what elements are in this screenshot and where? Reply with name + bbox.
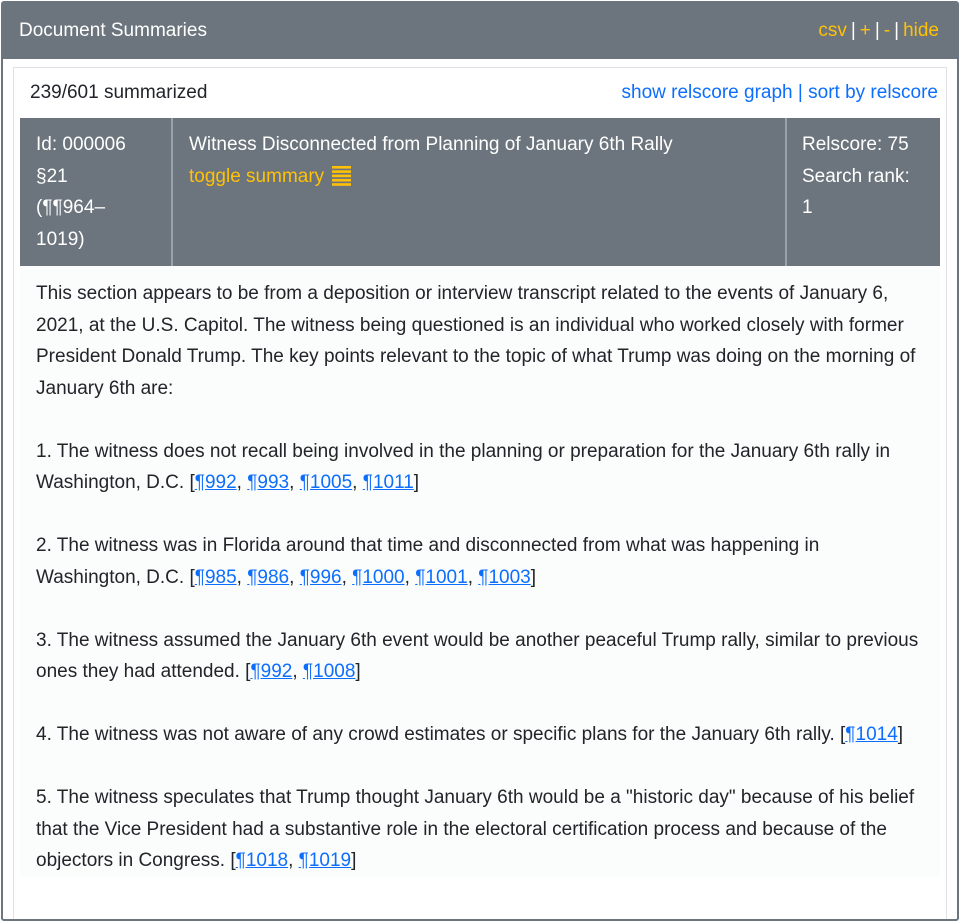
document-title: Witness Disconnected from Planning of January 6th Rally: [189, 134, 673, 155]
ref-bracket: [: [189, 566, 195, 588]
document-section: §21: [36, 165, 68, 187]
expand-link[interactable]: +: [859, 20, 871, 41]
tool-separator: |: [894, 20, 900, 41]
paragraph-ref-link[interactable]: ¶992: [250, 661, 293, 682]
summary-intro: This section appears to be from a deposition or interview transcript related to the events of January 6, 2021, at the U.S. Capitol. The witness being questioned is an individual who worked closely with former President Donald Trump. The key points relevant to the topic of what Trump was doing on the morning of January 6th are:: [36, 283, 916, 399]
summary-point-text: 5. The witness speculates that Trump thought January 6th would be a "historic day" because of his belief that the Vice President had a substantive role in the electoral certification process and because of the objectors in Congress.: [36, 787, 915, 871]
panel-header: [3, 3, 957, 59]
summary-point: [36, 719, 926, 751]
ref-separator: ,: [467, 566, 479, 588]
sort-by-relscore-link[interactable]: sort by relscore: [808, 82, 938, 103]
summary-points: [36, 436, 926, 877]
ref-separator: ,: [289, 472, 300, 493]
summary-point: [36, 782, 926, 877]
collapse-link[interactable]: -: [883, 20, 891, 41]
paragraph-ref-link[interactable]: ¶1008: [302, 661, 356, 682]
paragraph-ref-link[interactable]: ¶1019: [298, 850, 352, 871]
paragraph-ref-link[interactable]: ¶1014: [845, 724, 898, 745]
ref-bracket: ]: [897, 724, 904, 745]
paragraph-ref-link[interactable]: ¶1000: [352, 566, 405, 588]
paragraph-ref-link[interactable]: ¶996: [299, 566, 342, 588]
document-summaries-panel: [1, 1, 959, 921]
summary-meta-row: [14, 68, 946, 118]
paragraph-ref-link[interactable]: ¶1018: [235, 850, 289, 871]
summary-text: [20, 266, 940, 877]
ref-bracket: ]: [351, 850, 357, 871]
paragraph-ref-link[interactable]: ¶1005: [299, 472, 353, 493]
ref-bracket: [: [245, 661, 251, 682]
relscore: Relscore: 75: [802, 134, 909, 155]
ref-separator: ,: [289, 566, 300, 588]
summary-point: [36, 530, 926, 593]
ref-separator: ,: [352, 472, 363, 493]
hide-link[interactable]: hide: [903, 20, 939, 41]
paragraph-ref-link[interactable]: ¶1001: [415, 566, 468, 588]
ref-bracket: [: [840, 724, 846, 745]
document-title-cell: [173, 118, 787, 266]
ref-separator: ,: [236, 472, 248, 493]
ref-bracket: ]: [530, 566, 537, 588]
ref-separator: ,: [341, 566, 353, 588]
paragraph-ref-link[interactable]: ¶992: [194, 472, 237, 493]
ref-separator: ,: [236, 566, 248, 588]
search-rank-label: Search rank:: [802, 165, 910, 187]
ref-bracket: [: [230, 850, 236, 871]
summary-point: [36, 625, 926, 688]
search-rank-value: 1: [802, 197, 813, 218]
summarized-count: 239/601 summarized: [30, 82, 208, 103]
ref-bracket: ]: [413, 472, 420, 493]
paragraph-ref-link[interactable]: ¶1003: [478, 566, 531, 588]
ref-separator: ,: [404, 566, 416, 588]
document-header-row: [20, 118, 940, 266]
tool-separator: |: [874, 20, 880, 41]
paragraph-ref-link[interactable]: ¶993: [247, 472, 290, 493]
paragraph-ref-link[interactable]: ¶985: [194, 566, 237, 588]
meta-link-separator: |: [797, 82, 803, 103]
ref-separator: ,: [288, 850, 299, 871]
csv-link[interactable]: csv: [818, 20, 847, 41]
meta-links: [622, 82, 938, 104]
toggle-summary-label: toggle summary: [189, 165, 325, 187]
panel-tools: [818, 20, 939, 42]
summary-point-text: 3. The witness assumed the January 6th event would be another peaceful Trump rally, similar to previous ones they had attended.: [36, 629, 919, 682]
document-id: Id: 000006: [36, 134, 126, 155]
summary-point-text: 2. The witness was in Florida around that time and disconnected from what was happening in Washington, D.C.: [36, 535, 820, 588]
summary-point-text: 4. The witness was not aware of any crowd estimates or specific plans for the January 6th rally.: [36, 724, 841, 745]
show-relscore-graph-link[interactable]: show relscore graph: [621, 82, 793, 103]
ref-bracket: [: [189, 472, 195, 493]
summary-point-text: 1. The witness does not recall being involved in the planning or preparation for the January 6th rally in Washington, D.C.: [36, 440, 891, 493]
summary-point: [36, 436, 926, 499]
tool-separator: |: [850, 20, 856, 41]
document-score-cell: [787, 118, 940, 266]
document-id-cell: [20, 118, 173, 266]
toggle-summary-button[interactable]: [189, 161, 351, 193]
ref-separator: ,: [292, 661, 303, 682]
paragraph-ref-link[interactable]: ¶1011: [362, 472, 414, 493]
summary-list: [13, 67, 947, 921]
document-paragraph-range-end: 1019): [36, 228, 85, 250]
document-paragraph-range: (¶¶964–: [36, 197, 106, 218]
panel-title: Document Summaries: [19, 20, 207, 41]
list-lines-icon: [332, 165, 351, 187]
ref-bracket: ]: [355, 661, 361, 682]
panel-body: [3, 59, 957, 921]
paragraph-ref-link[interactable]: ¶986: [247, 566, 290, 588]
